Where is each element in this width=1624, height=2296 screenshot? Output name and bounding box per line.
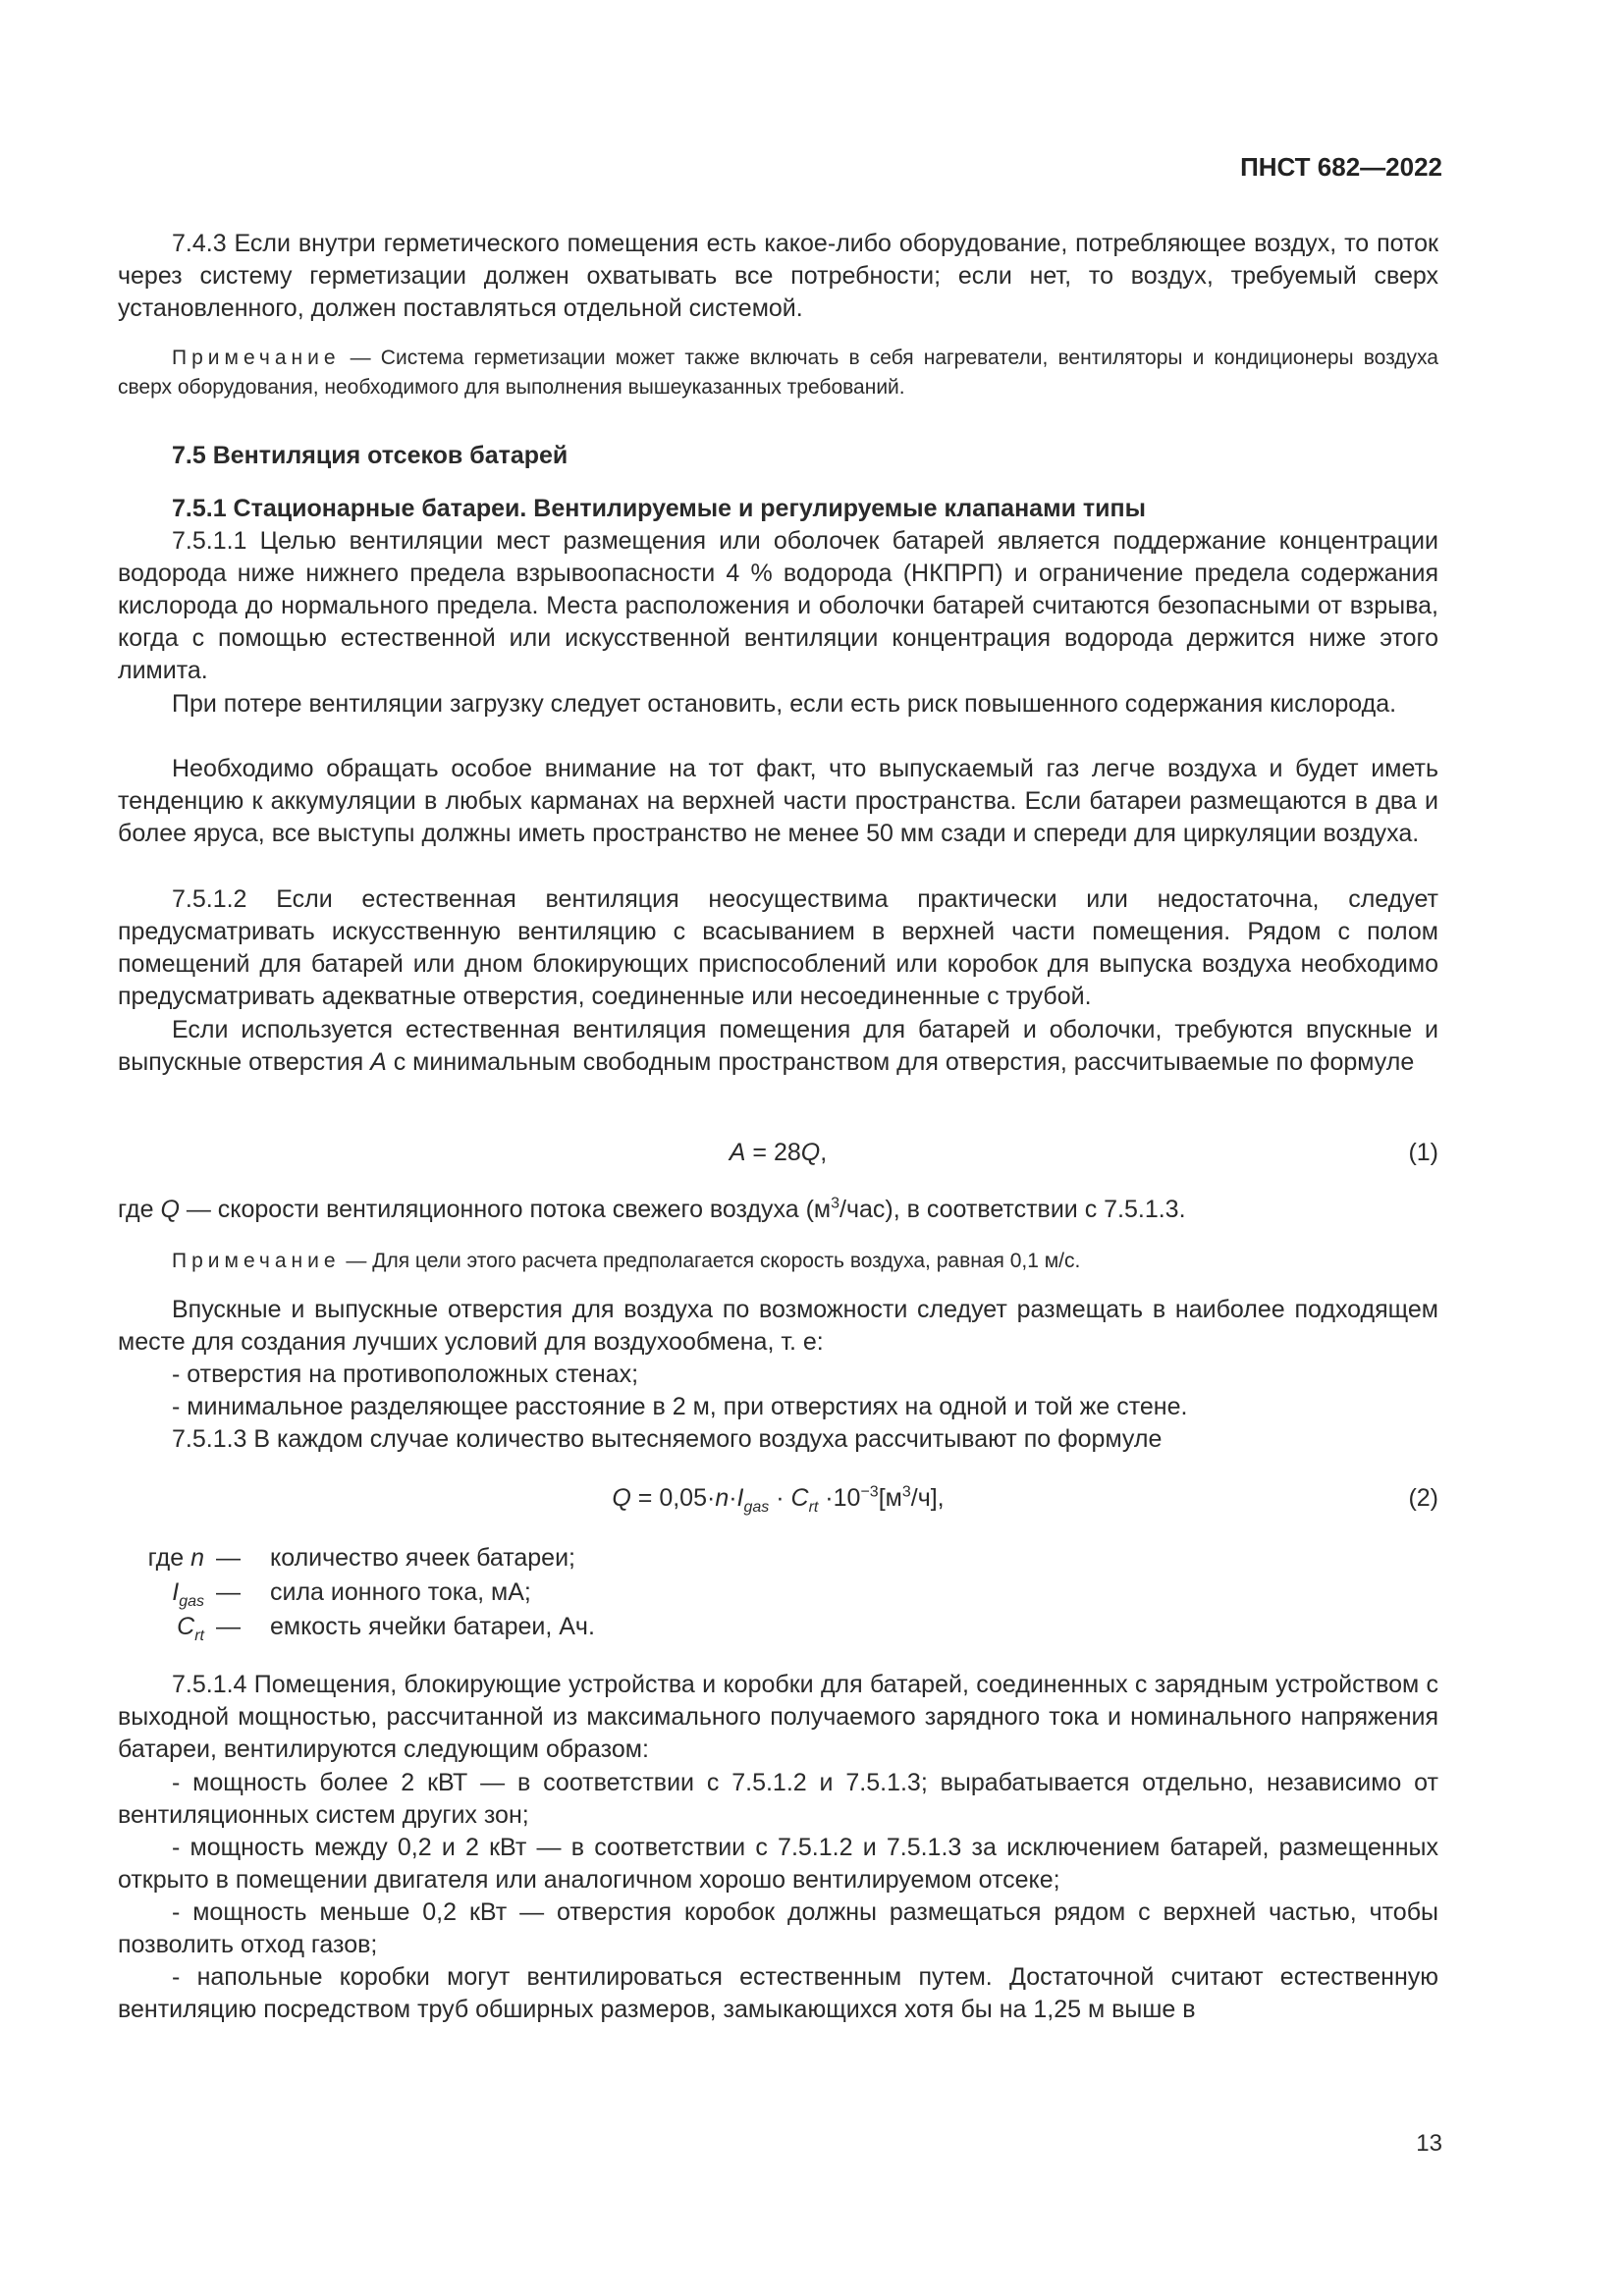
where-q-definition: [118, 1194, 1438, 1226]
definition-dash: —: [216, 1613, 241, 1640]
eq-subscript: gas: [179, 1593, 204, 1610]
page-number: 13: [1416, 2130, 1442, 2157]
eq-text: = 0,05·: [630, 1484, 716, 1512]
eq-var: C: [790, 1484, 809, 1512]
eq-var: I: [172, 1578, 180, 1606]
variable-a: A: [370, 1048, 387, 1076]
paragraph-7-4-3: 7.4.3 Если внутри герметического помещения есть какое-либо оборудование, потребляющее воздух, то поток через систему герметизации должен охватывать все потребности; если нет, то воздух, требуемый сверх установленного, должен поставляться отдельной системой.: [118, 230, 1438, 322]
note-label: Примечание: [172, 347, 341, 369]
paragraph-ventilation-loss: При потере вентиляции загрузку следует остановить, если есть риск повышенного содержания кислорода.: [172, 690, 1397, 718]
list-item-under-0-2kw: - мощность меньше 0,2 кВт — отверстия коробок должны размещаться рядом с верхней частью, чтобы позволить отход газов;: [118, 1898, 1438, 1958]
equation-2-expression: [118, 1480, 1438, 1516]
paragraph-7-5-1-3: 7.5.1.3 В каждом случае количество вытесняемого воздуха рассчитывают по формуле: [172, 1425, 1163, 1453]
section-heading-7-5: 7.5 Вентиляция отсеков батарей: [172, 442, 568, 469]
document-code: ПНСТ 682—2022: [1240, 152, 1442, 182]
definition-text: сила ионного тока, мА;: [270, 1578, 531, 1606]
paragraph-7-5-1-4: 7.5.1.4 Помещения, блокирующие устройства и коробки для батарей, соединенных с зарядным устройством с выходной мощностью, рассчитанной из максимального получаемого зарядного тока и номинального напряжения батареи, вентилируются следующим образом:: [118, 1671, 1438, 1763]
superscript: 3: [831, 1195, 840, 1212]
eq-subscript: rt: [808, 1499, 819, 1516]
eq-text: ·: [729, 1484, 737, 1512]
variable-q: Q: [160, 1196, 180, 1223]
symbol-definitions: [118, 1541, 1438, 1644]
eq-text: = 28: [745, 1139, 801, 1166]
subsection-heading-7-5-1: 7.5.1 Стационарные батареи. Вентилируемые и регулируемые клапанами типы: [172, 495, 1146, 522]
eq-subscript: gas: [743, 1499, 770, 1516]
eq-var: n: [715, 1484, 730, 1512]
note-text: — Для цели этого расчета предполагается скорость воздуха, равная 0,1 м/с.: [340, 1250, 1081, 1272]
eq-var: A: [729, 1139, 746, 1166]
paragraph-natural-ventilation: [118, 1014, 1438, 1079]
eq-superscript: 3: [901, 1483, 911, 1501]
equation-1-number: (1): [1408, 1139, 1438, 1166]
equation-1-expression: [118, 1135, 1438, 1170]
eq-var: Q: [612, 1484, 631, 1512]
note-2: [118, 1247, 1438, 1276]
definition-row: [118, 1610, 1438, 1644]
list-item-floor-boxes: - напольные коробки могут вентилироваться естественным путем. Достаточной считают естественную вентиляцию посредством труб обширных размеров, замыкающихся хотя бы на 1,25 м выше в: [118, 1963, 1438, 2023]
text-run: где: [118, 1196, 161, 1223]
text-run: — скорости вентиляционного потока свежего воздуха (м: [179, 1196, 832, 1223]
list-item-0-2-to-2kw: - мощность между 0,2 и 2 кВт — в соответствии с 7.5.1.2 и 7.5.1.3 за исключением батарей, размещенных открыто в помещении двигателя или аналогичном хорошо вентилируемом отсеке;: [118, 1834, 1438, 1894]
equation-2: [118, 1480, 1438, 1516]
eq-subscript: rt: [194, 1628, 204, 1644]
paragraph-gas-attention: Необходимо обращать особое внимание на тот факт, что выпускаемый газ легче воздуха и будет иметь тенденцию к аккумуляции в любых карманах на верхней части пространства. Если батареи размещаются в два и более яруса, все выступы должны иметь пространство не менее 50 мм сзади и спереди для циркуляции воздуха.: [118, 755, 1438, 847]
eq-var: I: [736, 1484, 744, 1512]
list-item-opposite-walls: - отверстия на противоположных стенах;: [172, 1361, 639, 1388]
definition-text: количество ячеек батареи;: [270, 1544, 575, 1572]
eq-text: /ч],: [910, 1484, 945, 1512]
eq-text: ,: [820, 1139, 828, 1166]
definition-dash: —: [216, 1578, 241, 1606]
definition-symbol: [118, 1610, 204, 1644]
eq-var: Q: [800, 1139, 821, 1166]
definition-symbol: [118, 1541, 204, 1575]
paragraph-7-5-1-1: 7.5.1.1 Целью вентиляции мест размещения или оболочек батарей является поддержание концентрации водорода ниже нижнего предела взрывоопасности 4 % водорода (НКПРП) и ограничение предела содержания кислорода до нормального предела. Места расположения и оболочки батарей считаются безопасными от взрыва, когда с помощью естественной или искусственной вентиляции концентрация водорода держится ниже этого лимита.: [118, 527, 1438, 684]
eq-text: ·: [769, 1484, 791, 1512]
note-text: — Система герметизации может также включать в себя нагреватели, вентиляторы и кондиционеры воздуха сверх оборудования, необходимого для выполнения вышеуказанных требований.: [118, 347, 1438, 399]
definition-symbol: [118, 1575, 204, 1610]
definition-text: емкость ячейки батареи, Ач.: [270, 1613, 595, 1640]
paragraph-7-5-1-2: 7.5.1.2 Если естественная вентиляция неосуществима практически или недостаточна, следует предусматривать искусственную вентиляцию с всасыванием в верхней части помещения. Рядом с полом помещений для батарей или дном блокирующих приспособлений или коробок для выпуска воздуха необходимо предусматривать адекватные отверстия, соединенные или несоединенные с трубой.: [118, 885, 1438, 1010]
text-run: /час), в соответствии с 7.5.1.3.: [839, 1196, 1186, 1223]
eq-var: C: [177, 1613, 195, 1640]
eq-text: [м: [878, 1484, 902, 1512]
equation-2-number: (2): [1408, 1484, 1438, 1512]
note-1: [118, 344, 1438, 402]
list-item-distance: - минимальное разделяющее расстояние в 2 м, при отверстиях на одной и той же стене.: [172, 1393, 1188, 1420]
text-run: Если используется естественная вентиляция помещения для батарей и оболочки, требуются впускные и выпускные отверстия: [118, 1016, 1438, 1076]
definition-row: [118, 1575, 1438, 1610]
definition-row: [118, 1541, 1438, 1575]
eq-text: ·10: [818, 1484, 861, 1512]
eq-superscript: −3: [860, 1483, 879, 1501]
equation-1: [118, 1135, 1438, 1170]
text-run: с минимальным свободным пространством для отверстия, рассчитываемые по формуле: [386, 1048, 1415, 1076]
text-run: где: [147, 1544, 191, 1572]
eq-var: n: [190, 1544, 204, 1572]
paragraph-inlets: Впускные и выпускные отверстия для воздуха по возможности следует размещать в наиболее подходящем месте для создания лучших условий для воздухообмена, т. е:: [118, 1296, 1438, 1356]
note-label: Примечание: [172, 1250, 341, 1272]
definition-dash: —: [216, 1544, 241, 1572]
list-item-over-2kw: - мощность более 2 кВТ — в соответствии с 7.5.1.2 и 7.5.1.3; вырабатывается отдельно, независимо от вентиляционных систем других зон;: [118, 1769, 1438, 1829]
